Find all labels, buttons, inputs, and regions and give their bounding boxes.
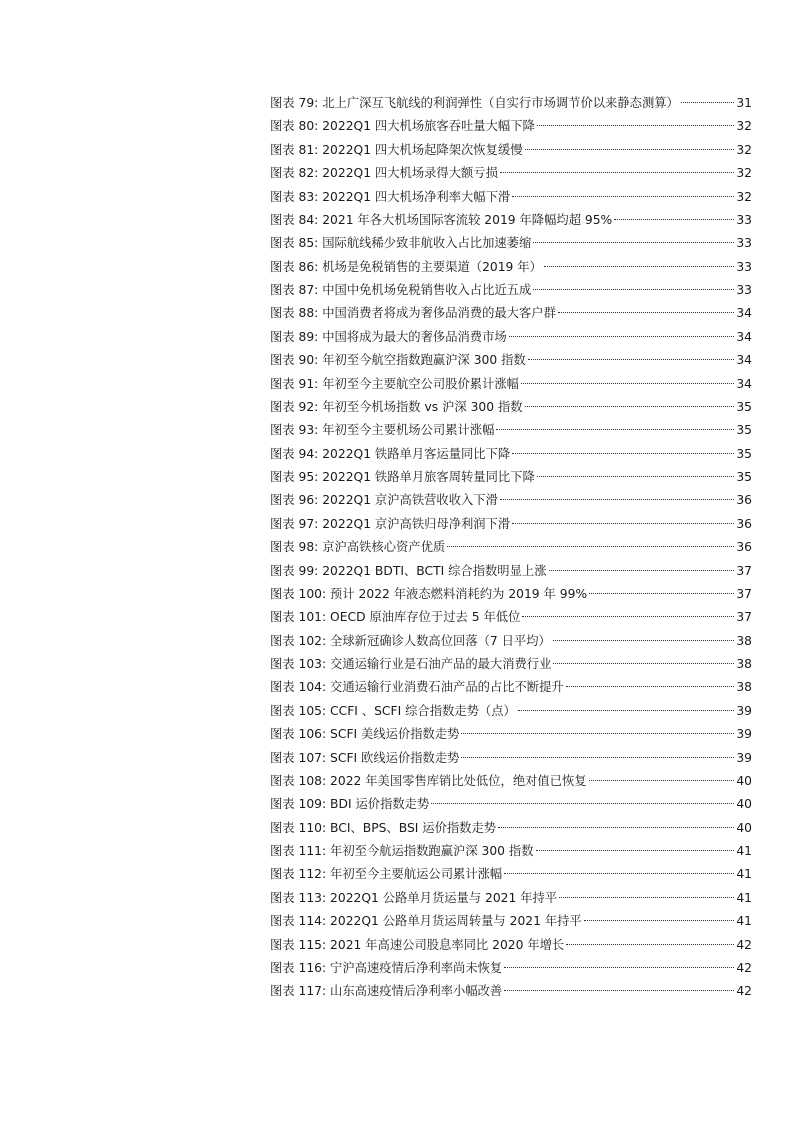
toc-entry-label: 图表 80: bbox=[270, 119, 319, 134]
dot-leader bbox=[537, 476, 735, 477]
dot-leader bbox=[447, 546, 734, 547]
toc-entry-label: 图表 109: bbox=[270, 797, 327, 812]
toc-entry[interactable] bbox=[270, 863, 752, 886]
toc-entry-label: 图表 93: bbox=[270, 423, 319, 438]
toc-entry-page-number: 39 bbox=[736, 703, 752, 718]
toc-entry-label: 图表 116: bbox=[270, 960, 327, 975]
toc-entry[interactable] bbox=[270, 115, 752, 138]
toc-entry[interactable] bbox=[270, 770, 752, 793]
toc-entry-page-number: 40 bbox=[736, 797, 752, 812]
toc-entry[interactable] bbox=[270, 92, 752, 115]
toc-entry-title: 2022Q1 铁路单月旅客周转量同比下降 bbox=[322, 470, 535, 484]
toc-entry-label: 图表 94: bbox=[270, 446, 319, 461]
toc-entry-title: 中国消费者将成为奢侈品消费的最大客户群 bbox=[322, 306, 556, 321]
toc-entry-page-number: 41 bbox=[736, 844, 752, 858]
toc-entry-page-number: 42 bbox=[736, 960, 752, 975]
toc-entry-page-number: 36 bbox=[736, 493, 752, 508]
toc-entry-page-number: 34 bbox=[736, 353, 752, 368]
toc-entry-page-number: 42 bbox=[736, 984, 752, 999]
toc-entry-label: 图表 86: bbox=[270, 259, 319, 274]
toc-entry[interactable] bbox=[270, 256, 752, 279]
toc-entry-title: 山东高速疫情后净利率小幅改善 bbox=[330, 984, 503, 999]
toc-entry-label: 图表 100: bbox=[270, 586, 327, 601]
toc-entry[interactable] bbox=[270, 466, 752, 489]
dot-leader bbox=[549, 570, 735, 571]
dot-leader bbox=[533, 289, 734, 290]
dot-leader bbox=[537, 125, 735, 126]
toc-entry-page-number: 35 bbox=[736, 446, 752, 461]
toc-entry-page-number: 41 bbox=[736, 914, 752, 929]
toc-entry-title: 年初至今机场指数 vs 沪深 300 指数 bbox=[322, 399, 523, 414]
toc-entry-page-number: 31 bbox=[736, 96, 752, 110]
toc-entry-title: 2022Q1 四大机场录得大额亏损 bbox=[322, 166, 498, 181]
toc-entry-title: 2021 年高速公司股息率同比 2020 年增长 bbox=[330, 937, 565, 952]
toc-entry-title: 年初至今航运指数跑赢沪深 300 指数 bbox=[330, 844, 534, 858]
toc-entry-title: 中国将成为最大的奢侈品消费市场 bbox=[322, 329, 507, 344]
toc-entry-label: 图表 89: bbox=[270, 329, 319, 344]
toc-entry-page-number: 38 bbox=[736, 633, 752, 648]
dot-leader bbox=[559, 897, 734, 898]
toc-entry-label: 图表 115: bbox=[270, 937, 327, 952]
toc-entry-page-number: 40 bbox=[736, 773, 752, 788]
toc-entry[interactable] bbox=[270, 489, 752, 512]
toc-entry-label: 图表 112: bbox=[270, 867, 327, 882]
toc-entry-page-number: 36 bbox=[736, 516, 752, 531]
dot-leader bbox=[504, 990, 734, 991]
figure-list bbox=[270, 92, 752, 1004]
toc-entry-label: 图表 101: bbox=[270, 610, 327, 625]
toc-entry-label: 图表 84: bbox=[270, 212, 319, 227]
toc-entry[interactable] bbox=[270, 536, 752, 559]
toc-entry-label: 图表 111: bbox=[270, 844, 327, 858]
dot-leader bbox=[431, 803, 734, 804]
toc-entry[interactable] bbox=[270, 443, 752, 466]
toc-entry-title: BDI 运价指数走势 bbox=[330, 797, 430, 812]
toc-entry-page-number: 32 bbox=[736, 166, 752, 181]
dot-leader bbox=[504, 873, 734, 874]
toc-entry-label: 图表 81: bbox=[270, 142, 319, 157]
toc-entry[interactable] bbox=[270, 326, 752, 349]
toc-entry-page-number: 32 bbox=[736, 119, 752, 134]
toc-entry-page-number: 39 bbox=[736, 727, 752, 742]
toc-entry-page-number: 42 bbox=[736, 937, 752, 952]
toc-entry-title: 宁沪高速疫情后净利率尚未恢复 bbox=[330, 960, 503, 975]
toc-entry[interactable] bbox=[270, 560, 752, 583]
toc-entry-title: 中国中免机场免税销售收入占比近五成 bbox=[322, 283, 532, 297]
toc-entry-label: 图表 92: bbox=[270, 399, 319, 414]
dot-leader bbox=[533, 242, 734, 243]
dot-leader bbox=[500, 172, 734, 173]
toc-entry[interactable] bbox=[270, 980, 752, 1003]
toc-entry-page-number: 40 bbox=[736, 820, 752, 835]
toc-entry-title: 年初至今主要航运公司累计涨幅 bbox=[330, 867, 503, 882]
toc-entry-title: 机场是免税销售的主要渠道（2019 年） bbox=[322, 259, 542, 274]
toc-entry-page-number: 35 bbox=[736, 470, 752, 484]
toc-entry-title: SCFI 美线运价指数走势 bbox=[330, 727, 460, 742]
toc-entry[interactable] bbox=[270, 349, 752, 372]
dot-leader bbox=[525, 406, 735, 407]
toc-entry[interactable] bbox=[270, 419, 752, 442]
toc-entry-label: 图表 117: bbox=[270, 984, 327, 999]
toc-entry-page-number: 32 bbox=[736, 142, 752, 157]
dot-leader bbox=[614, 219, 734, 220]
toc-entry-title: 2022Q1 公路单月货运量与 2021 年持平 bbox=[330, 890, 558, 905]
toc-entry[interactable] bbox=[270, 630, 752, 653]
toc-entry-page-number: 34 bbox=[736, 306, 752, 321]
toc-entry-page-number: 32 bbox=[736, 189, 752, 204]
toc-entry-title: 2022Q1 京沪高铁归母净利润下滑 bbox=[322, 516, 511, 531]
toc-entry-label: 图表 91: bbox=[270, 376, 319, 391]
toc-entry-label: 图表 113: bbox=[270, 890, 327, 905]
dot-leader bbox=[553, 640, 735, 641]
toc-entry[interactable] bbox=[270, 373, 752, 396]
dot-leader bbox=[512, 453, 734, 454]
dot-leader bbox=[522, 616, 734, 617]
toc-entry-page-number: 38 bbox=[736, 680, 752, 695]
toc-entry-page-number: 33 bbox=[736, 259, 752, 274]
toc-entry-title: 全球新冠确诊人数高位回落（7 日平均） bbox=[330, 633, 551, 648]
toc-entry[interactable] bbox=[270, 723, 752, 746]
dot-leader bbox=[681, 102, 735, 103]
toc-entry-label: 图表 82: bbox=[270, 166, 319, 181]
toc-entry[interactable] bbox=[270, 676, 752, 699]
toc-entry[interactable] bbox=[270, 606, 752, 629]
toc-entry-label: 图表 102: bbox=[270, 633, 327, 648]
toc-entry[interactable] bbox=[270, 302, 752, 325]
dot-leader bbox=[544, 266, 734, 267]
toc-entry-page-number: 33 bbox=[736, 212, 752, 227]
toc-entry-label: 图表 99: bbox=[270, 563, 319, 578]
toc-entry-page-number: 34 bbox=[736, 329, 752, 344]
dot-leader bbox=[461, 757, 734, 758]
toc-entry-title: 交通运输行业是石油产品的最大消费行业 bbox=[330, 657, 552, 671]
toc-entry-page-number: 33 bbox=[736, 236, 752, 251]
toc-entry-title: 2022 年美国零售库销比处低位，绝对值已恢复 bbox=[330, 773, 587, 788]
dot-leader bbox=[521, 383, 734, 384]
toc-entry-page-number: 37 bbox=[736, 586, 752, 601]
toc-entry[interactable] bbox=[270, 279, 752, 302]
toc-entry-label: 图表 96: bbox=[270, 493, 319, 508]
toc-entry-title: 北上广深互飞航线的利润弹性（自实行市场调节价以来静态测算） bbox=[322, 96, 679, 110]
toc-entry-page-number: 41 bbox=[736, 890, 752, 905]
toc-entry[interactable] bbox=[270, 513, 752, 536]
toc-entry-label: 图表 107: bbox=[270, 750, 327, 765]
toc-entry-title: 2022Q1 公路单月货运周转量与 2021 年持平 bbox=[330, 914, 582, 929]
dot-leader bbox=[518, 710, 735, 711]
toc-entry[interactable] bbox=[270, 793, 752, 816]
toc-entry-title: 年初至今主要机场公司累计涨幅 bbox=[322, 423, 495, 438]
toc-entry[interactable] bbox=[270, 700, 752, 723]
dot-leader bbox=[589, 780, 735, 781]
dot-leader bbox=[553, 663, 734, 664]
toc-entry-title: BCI、BPS、BSI 运价指数走势 bbox=[330, 820, 497, 835]
toc-entry-title: 2022Q1 BDTI、BCTI 综合指数明显上涨 bbox=[322, 563, 547, 578]
dot-leader bbox=[566, 686, 735, 687]
toc-entry[interactable] bbox=[270, 747, 752, 770]
dot-leader bbox=[500, 499, 734, 500]
dot-leader bbox=[589, 593, 734, 594]
toc-entry-title: SCFI 欧线运价指数走势 bbox=[330, 750, 460, 765]
dot-leader bbox=[461, 733, 734, 734]
toc-entry[interactable] bbox=[270, 840, 752, 863]
dot-leader bbox=[496, 429, 734, 430]
toc-entry[interactable] bbox=[270, 162, 752, 185]
toc-entry-label: 图表 98: bbox=[270, 540, 319, 555]
toc-entry-title: 2021 年各大机场国际客流较 2019 年降幅均超 95% bbox=[322, 212, 613, 227]
toc-entry-label: 图表 103: bbox=[270, 657, 327, 671]
toc-entry[interactable] bbox=[270, 186, 752, 209]
toc-entry-label: 图表 104: bbox=[270, 680, 327, 695]
dot-leader bbox=[509, 336, 735, 337]
toc-entry[interactable] bbox=[270, 887, 752, 910]
toc-entry-label: 图表 114: bbox=[270, 914, 327, 929]
toc-entry[interactable] bbox=[270, 583, 752, 606]
toc-entry-label: 图表 97: bbox=[270, 516, 319, 531]
toc-entry-page-number: 37 bbox=[736, 610, 752, 625]
toc-entry-label: 图表 105: bbox=[270, 703, 327, 718]
dot-leader bbox=[536, 850, 735, 851]
toc-entry-page-number: 35 bbox=[736, 399, 752, 414]
toc-entry-label: 图表 85: bbox=[270, 236, 319, 251]
toc-entry-title: 年初至今航空指数跑赢沪深 300 指数 bbox=[322, 353, 526, 368]
toc-entry-page-number: 35 bbox=[736, 423, 752, 438]
toc-entry-title: 2022Q1 四大机场起降架次恢复缓慢 bbox=[322, 142, 523, 157]
toc-entry-title: 2022Q1 四大机场净利率大幅下滑 bbox=[322, 189, 511, 204]
dot-leader bbox=[504, 967, 734, 968]
toc-entry-label: 图表 95: bbox=[270, 470, 319, 484]
toc-entry-label: 图表 88: bbox=[270, 306, 319, 321]
toc-entry-label: 图表 110: bbox=[270, 820, 327, 835]
toc-entry-page-number: 34 bbox=[736, 376, 752, 391]
toc-entry-label: 图表 87: bbox=[270, 283, 319, 297]
toc-entry-title: 国际航线稀少致非航收入占比加速萎缩 bbox=[322, 236, 532, 251]
toc-entry-page-number: 33 bbox=[736, 283, 752, 297]
toc-entry[interactable] bbox=[270, 957, 752, 980]
dot-leader bbox=[525, 149, 735, 150]
toc-entry-title: 京沪高铁核心资产优质 bbox=[322, 540, 446, 555]
toc-entry-label: 图表 108: bbox=[270, 773, 327, 788]
toc-entry-title: 2022Q1 四大机场旅客吞吐量大幅下降 bbox=[322, 119, 535, 134]
dot-leader bbox=[512, 523, 734, 524]
toc-entry-page-number: 38 bbox=[736, 657, 752, 671]
toc-entry-label: 图表 106: bbox=[270, 727, 327, 742]
toc-entry[interactable] bbox=[270, 910, 752, 933]
toc-entry[interactable] bbox=[270, 232, 752, 255]
toc-entry-title: OECD 原油库存位于过去 5 年低位 bbox=[330, 610, 521, 625]
toc-entry-page-number: 41 bbox=[736, 867, 752, 882]
dot-leader bbox=[498, 827, 734, 828]
toc-entry[interactable] bbox=[270, 653, 752, 676]
toc-entry-page-number: 37 bbox=[736, 563, 752, 578]
toc-entry-label: 图表 83: bbox=[270, 189, 319, 204]
toc-entry-label: 图表 79: bbox=[270, 96, 319, 110]
toc-entry[interactable] bbox=[270, 396, 752, 419]
dot-leader bbox=[528, 359, 735, 360]
toc-entry[interactable] bbox=[270, 817, 752, 840]
dot-leader bbox=[558, 312, 734, 313]
dot-leader bbox=[512, 196, 734, 197]
toc-entry-title: 预计 2022 年液态燃料消耗约为 2019 年 99% bbox=[330, 586, 588, 601]
toc-entry-title: CCFI 、SCFI 综合指数走势（点） bbox=[330, 703, 516, 718]
toc-entry-title: 年初至今主要航空公司股价累计涨幅 bbox=[322, 376, 519, 391]
toc-entry[interactable] bbox=[270, 139, 752, 162]
dot-leader bbox=[566, 944, 734, 945]
dot-leader bbox=[584, 920, 735, 921]
toc-entry-page-number: 39 bbox=[736, 750, 752, 765]
toc-entry-page-number: 36 bbox=[736, 540, 752, 555]
toc-entry[interactable] bbox=[270, 934, 752, 957]
toc-entry-label: 图表 90: bbox=[270, 353, 319, 368]
toc-entry-title: 交通运输行业消费石油产品的占比不断提升 bbox=[330, 680, 564, 695]
toc-entry-title: 2022Q1 京沪高铁营收收入下滑 bbox=[322, 493, 498, 508]
toc-entry[interactable] bbox=[270, 209, 752, 232]
toc-entry-title: 2022Q1 铁路单月客运量同比下降 bbox=[322, 446, 511, 461]
